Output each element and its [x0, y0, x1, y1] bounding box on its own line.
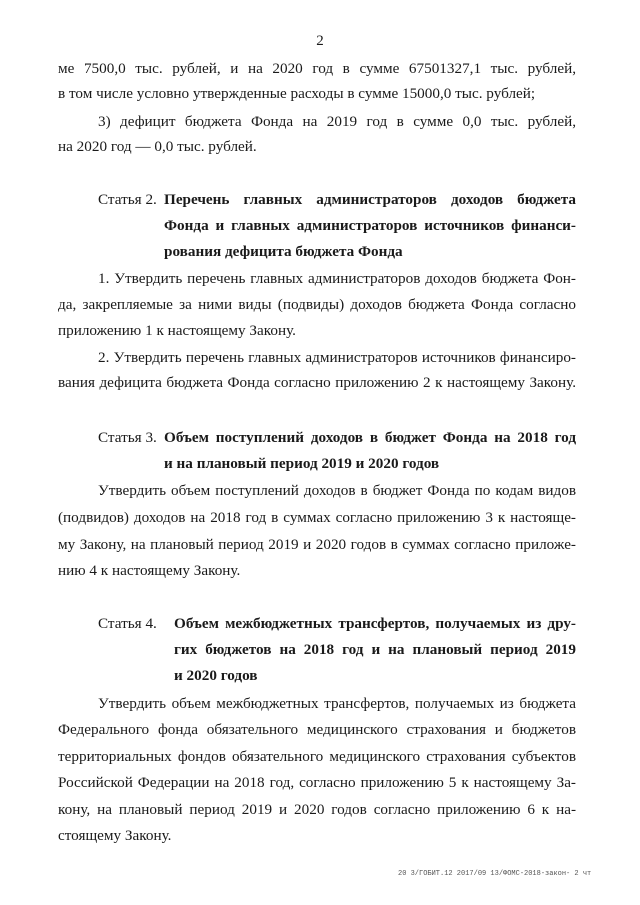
article-2-title-line-3: рования дефицита бюджета Фонда: [164, 243, 403, 260]
article-3-title-line-1: Объем поступлений доходов в бюджет Фонда на 2018 год: [164, 429, 576, 446]
article-4-line-5: кону, на плановый период 2019 и 2020 годов согласно приложению 6 к на-: [58, 801, 576, 818]
article-4-title-line-2: гих бюджетов на 2018 год и на плановый период 2019: [174, 641, 576, 658]
article-3-line-2: (подвидов) доходов на 2018 год в суммах согласно приложению 3 к настояще-: [58, 509, 576, 526]
intro-line-3: 3) дефицит бюджета Фонда на 2019 год в сумме 0,0 тыс. рублей,: [98, 113, 576, 130]
intro-line-1: ме 7500,0 тыс. рублей, и на 2020 год в сумме 67501327,1 тыс. рублей,: [58, 60, 576, 77]
page-number: 2: [316, 33, 324, 49]
article-3-line-1: Утвердить объем поступлений доходов в бюджет Фонда по кодам видов: [98, 482, 576, 499]
article-4-line-1: Утвердить объем межбюджетных трансфертов, получаемых из бюджета: [98, 695, 576, 712]
article-2-p1-line-2: да, закрепляемые за ними виды (подвиды) доходов бюджета Фонда согласно: [58, 296, 576, 313]
article-4-line-4: Российской Федерации на 2018 год, согласно приложению 5 к настоящему За-: [58, 774, 576, 791]
article-4-label: Статья 4.: [98, 615, 157, 632]
article-2-p2-line-2: вания дефицита бюджета Фонда согласно приложению 2 к настоящему Закону.: [58, 374, 576, 391]
article-3-line-3: му Закону, на плановый период 2019 и 2020 годов в суммах согласно приложе-: [58, 536, 576, 553]
article-4-title-line-3: и 2020 годов: [174, 667, 258, 684]
article-4-line-3: территориальных фондов обязательного медицинского страхования субъектов: [58, 748, 576, 765]
intro-line-4: на 2020 год — 0,0 тыс. рублей.: [58, 138, 257, 155]
intro-line-2: в том числе условно утвержденные расходы в сумме 15000,0 тыс. рублей;: [58, 85, 536, 102]
article-2-p1-line-1: 1. Утвердить перечень главных администраторов доходов бюджета Фон-: [98, 270, 576, 287]
article-3-line-4: нию 4 к настоящему Закону.: [58, 562, 241, 579]
article-2-title-line-1: Перечень главных администраторов доходов бюджета: [164, 191, 576, 208]
article-2-p1-line-3: приложению 1 к настоящему Закону.: [58, 322, 296, 339]
article-4-line-6: стоящему Закону.: [58, 827, 172, 844]
document-footer-code: 20 3/ГОБИТ.12 2017/09 13/ФОМС-2018-закон- 2 чт: [398, 870, 592, 878]
article-2-label: Статья 2.: [98, 191, 157, 208]
article-4-title-line-1: Объем межбюджетных трансфертов, получаемых из дру-: [174, 615, 576, 632]
article-3-label: Статья 3.: [98, 429, 157, 446]
article-2-p2-line-1: 2. Утвердить перечень главных администраторов источников финансиро-: [98, 349, 576, 366]
article-3-title-line-2: и на плановый период 2019 и 2020 годов: [164, 455, 440, 472]
article-2-title-line-2: Фонда и главных администраторов источников финанси-: [164, 217, 576, 234]
article-4-line-2: Федерального фонда обязательного медицинского страхования и бюджетов: [58, 721, 576, 738]
